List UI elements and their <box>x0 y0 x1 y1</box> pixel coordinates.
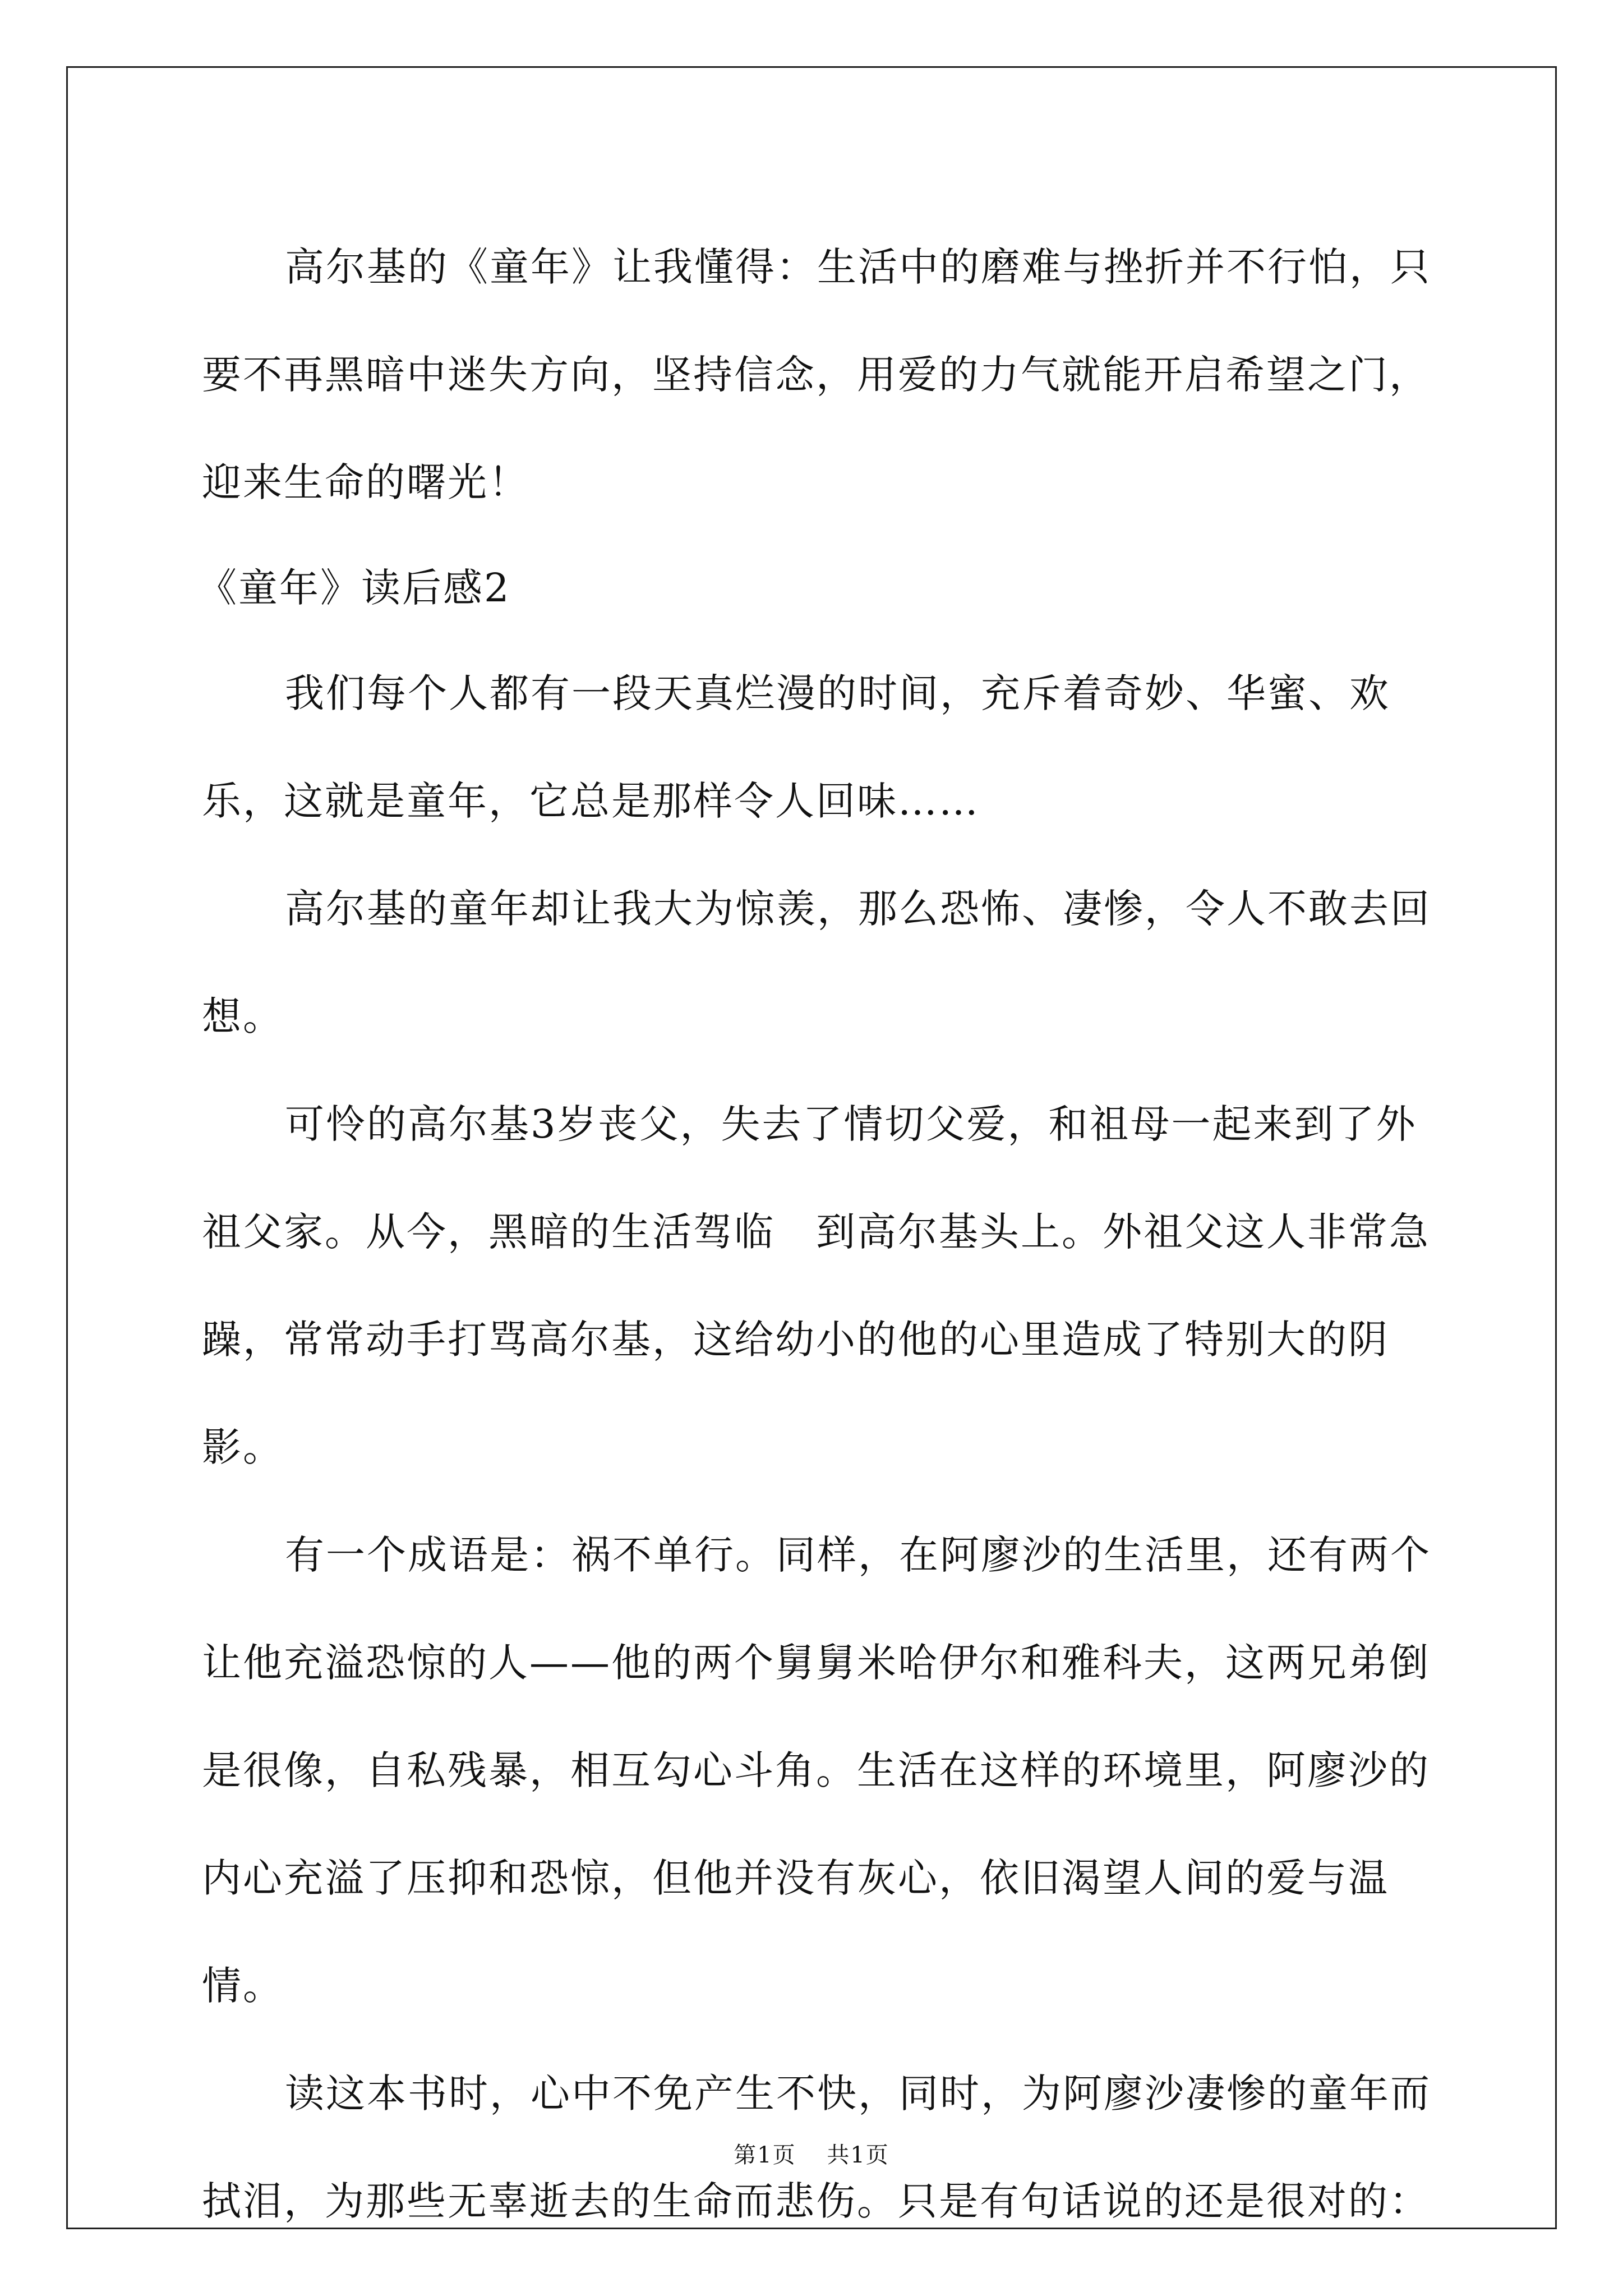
paragraph: 有一个成语是：祸不单行。同样，在阿廖沙的生活里，还有两个让他充溢恐惊的人——他的两个舅舅米哈伊尔和雅科夫，这两兄弟倒是很像，自私残暴，相互勾心斗角。生活在这样的环境里，阿廖沙的内心充溢了压抑和恐惊，但他并没有灰心，依旧渴望人间的爱与温情。 <box>202 1532 1431 2009</box>
page-total: 共1页 <box>827 2142 889 2168</box>
paragraph: 可怜的高尔基3岁丧父，失去了情切父爱，和祖母一起来到了外祖父家。从今，黑暗的生活驾临 到高尔基头上。外祖父这人非常急躁，常常动手打骂高尔基，这给幼小的他的心里造成了特别大的阴影。 <box>202 1101 1430 1470</box>
page-number: 第1页 <box>734 2142 796 2168</box>
page-footer <box>0 2137 1623 2169</box>
paragraph: 读这本书时，心中不免产生不快，同时，为阿廖沙凄惨的童年而拭泪，为那些无辜逝去的生命而悲伤。只是有句话说的还是很对的： <box>202 2070 1431 2224</box>
section-heading: 《童年》读后感2 <box>197 565 511 611</box>
paragraph: 我们每个人都有一段天真烂漫的时间，充斥着奇妙、华蜜、欢乐，这就是童年，它总是那样令人回味…… <box>202 670 1390 824</box>
paragraph: 高尔基的童年却让我大为惊羡，那么恐怖、凄惨，令人不敢去回想。 <box>202 886 1431 1039</box>
document-body <box>197 213 1447 2255</box>
paragraph: 高尔基的《童年》让我懂得：生活中的磨难与挫折并不行怕，只要不再黑暗中迷失方向，坚持信念，用爱的力气就能开启希望之门，迎来生命的曙光！ <box>202 244 1431 505</box>
